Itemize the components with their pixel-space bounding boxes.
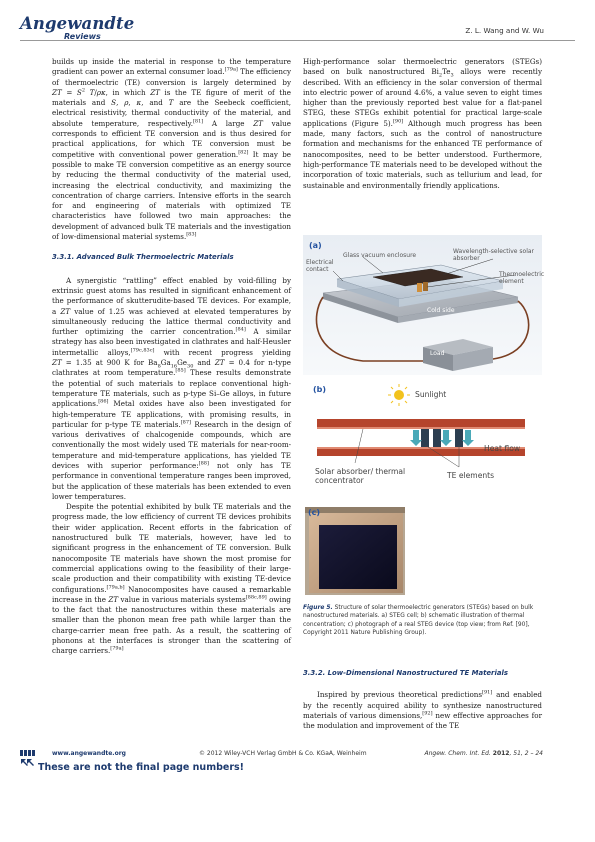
right-column-lower: [303, 668, 542, 731]
journal-logo: [20, 14, 135, 41]
figure-5: [303, 235, 545, 595]
footer-year: 2012: [492, 750, 510, 757]
figure-panel-c-photo: [305, 507, 405, 595]
figure-5-caption: [303, 604, 542, 638]
footer-citation: [425, 750, 544, 757]
figure-panel-c-label: (c): [308, 508, 321, 517]
label-te-element: Thermoelectric element: [499, 271, 545, 285]
left-paragraph-1: builds up inside the material in response to the temperature gradient can power an external consumer load.[79a] The efficiency of thermoelectric (TE) conversion is largely determined by ZT = $S^2$ T/ρκ, in which ZT is the TE figure of merit of the materials and S, ρ, κ, and T are the Seebeck coefficient, electrical resistivity, thermal conductivity of the material, and absolute temperature, respectively.[81] A large ZT value corresponds to efficient TE conversion and is thus desired for practical applications, for which TE conversion must be competitive with conventional power generation.[82] It may be possible to make TE conversion competitive as an energy source by reducing the thermal conductivity of the material used, increasing the electrical conductivity, and maximizing the concentration of charge carriers. Intensive efforts in the search for and engineering of materials with optimized TE characteristics have followed two main approaches: the development of advanced bulk TE materials and the investigation of low-dimensional material systems.[83]: [52, 57, 292, 242]
page-marker-bars: [20, 750, 37, 756]
label-solar-absorber: Wavelength-selective solar absorber: [453, 248, 535, 262]
left-paragraph-3: Despite the potential exhibited by bulk TE materials and the progress made, the low efficiency of current TE devices prohibits their wider application. Recent efforts in the fabrication of nanostructured bulk TE materials, however, have led to significant progress in the enhancement of TE conversion. Bulk nanocomposite TE materials have shown the most promise for commercial applications owing to the feasibility of their large-scale production and their compatibility with existing TE-device configurations.[79a,b] Nanocomposites have caused a remarkable increase in the ZT value in various materials systems[88c,89] owing to the fact that the nanostructures within these materials are smaller than the phonon mean free path while larger than the charge-carrier mean free path. As a result, the scattering of phonons at the interfaces is stronger than the scattering of charge carriers.[79a]: [52, 502, 291, 656]
label-heat-flow: Heat flow: [484, 444, 521, 453]
figure-panel-b-label: (b): [313, 385, 327, 394]
right-column: [303, 57, 542, 191]
footer-volume-pages: , 51, 2 – 24: [509, 750, 543, 757]
section-heading-3-3-2: 3.3.2. Low-Dimensional Nanostructured TE Materials: [303, 669, 508, 677]
not-final-notice: These are not the final page numbers!: [38, 762, 245, 773]
label-electrical-contact: Electrical contact: [306, 259, 334, 273]
label-sunlight: Sunlight: [415, 390, 447, 399]
label-glass-enclosure: Glass vacuum enclosure: [343, 252, 417, 259]
left-paragraph-2: A synergistic “rattling” effect enabled by void-filling by extrinsic guest atoms has resulted in significant enhancement of the performance of skutterudite-based TE devices. For example, a ZT value of 1.25 was achieved at elevated temperatures by simultaneously reducing the lattice thermal conductivity and further optimizing the carrier concentration.[84] A similar strategy has also been investigated in clathrates and half-Heusler intermetallic alloys,[79c,83c] with recent progress yielding ZT = 1.35 at 900 K for $Ba_8Ga_{16}Ge_{30}$ and ZT = 0.4 for n-type clathrates at room temperature.[85] These results demonstrate the potential of such materials to replace conventional high-temperature TE materials, such as p-type Si–Ge alloys, in future applications.[86] Metal oxides have also been investigated for high-temperature TE applications, with promising results, in particular for p-type TE materials.[87] Research in the design of various derivatives of chalcogenide compounds, which are conventionally the most widely used TE materials for near-room-temperature and mid-temperature applications, has yielded TE devices with superior performance:[88] not only has TE performance in conventional temperature ranges been improved, but the application of these materials has been extended to even lower temperatures.: [52, 275, 292, 501]
footer-url[interactable]: www.angewandte.org: [52, 750, 126, 757]
running-head-authors: Z. L. Wang and W. Wu: [465, 26, 544, 35]
footer-copyright: © 2012 Wiley-VCH Verlag GmbH & Co. KGaA, Weinheim: [199, 750, 367, 757]
label-te-elements: TE elements: [447, 471, 495, 480]
journal-logo-section: Reviews: [64, 32, 101, 41]
section-heading-3-3-1: 3.3.1. Advanced Bulk Thermoelectric Materials: [52, 253, 234, 262]
label-load: Load: [430, 350, 445, 357]
journal-logo-title: Angewandte: [20, 14, 135, 33]
label-cold-side: Cold side: [427, 307, 455, 314]
corner-arrows-icon: [20, 758, 34, 770]
figure-caption-text: Structure of solar thermoelectric generators (STEGs) based on bulk nanostructured materials. a) STEG cell; b) schematic illustration of thermal concentration; c) photograph of a real STEG device (top view; from Ref. [90], Copyright 2011 Nature Publishing Group).: [303, 605, 534, 637]
footer-journal-name: Angew. Chem. Int. Ed.: [424, 750, 491, 757]
header-divider: [20, 40, 575, 41]
figure-caption-label: Figure 5.: [303, 605, 333, 611]
right-paragraph-1: High-performance solar thermoelectric generators (STEGs) based on bulk nanostructured $Bi_2Te_3$ alloys were recently described. With an efficiency in the solar conversion of thermal into electric power of around 4.6%, a value seven to eight times higher than the previously reported best value for a flat-panel STEG, these STEGs exhibit potential for practical large-scale applications (Figure 5).[90] Although much progress has been made, many factors, such as the control of nanostructure formation and mechanisms for the enhanced TE performance of nanocomposites, need to be better understood. Furthermore, high-performance TE materials need to be developed without the incorporation of toxic materials, such as tellurium and lead, for sustainable and environmentally friendly applications.: [303, 57, 542, 190]
label-solar-absorber-concentrator: Solar absorber/ thermal concentrator: [315, 467, 406, 485]
figure-panel-a-label: (a): [309, 241, 322, 250]
right-paragraph-2: Inspired by previous theoretical predictions[91] and enabled by the recently acquired ability to synthesize nanostructured materials of various dimensions,[92] new effective approaches for the modulation and improvement of the TE: [303, 689, 542, 731]
left-column: [52, 57, 291, 657]
figure-panel-b-diagram: [303, 383, 542, 503]
